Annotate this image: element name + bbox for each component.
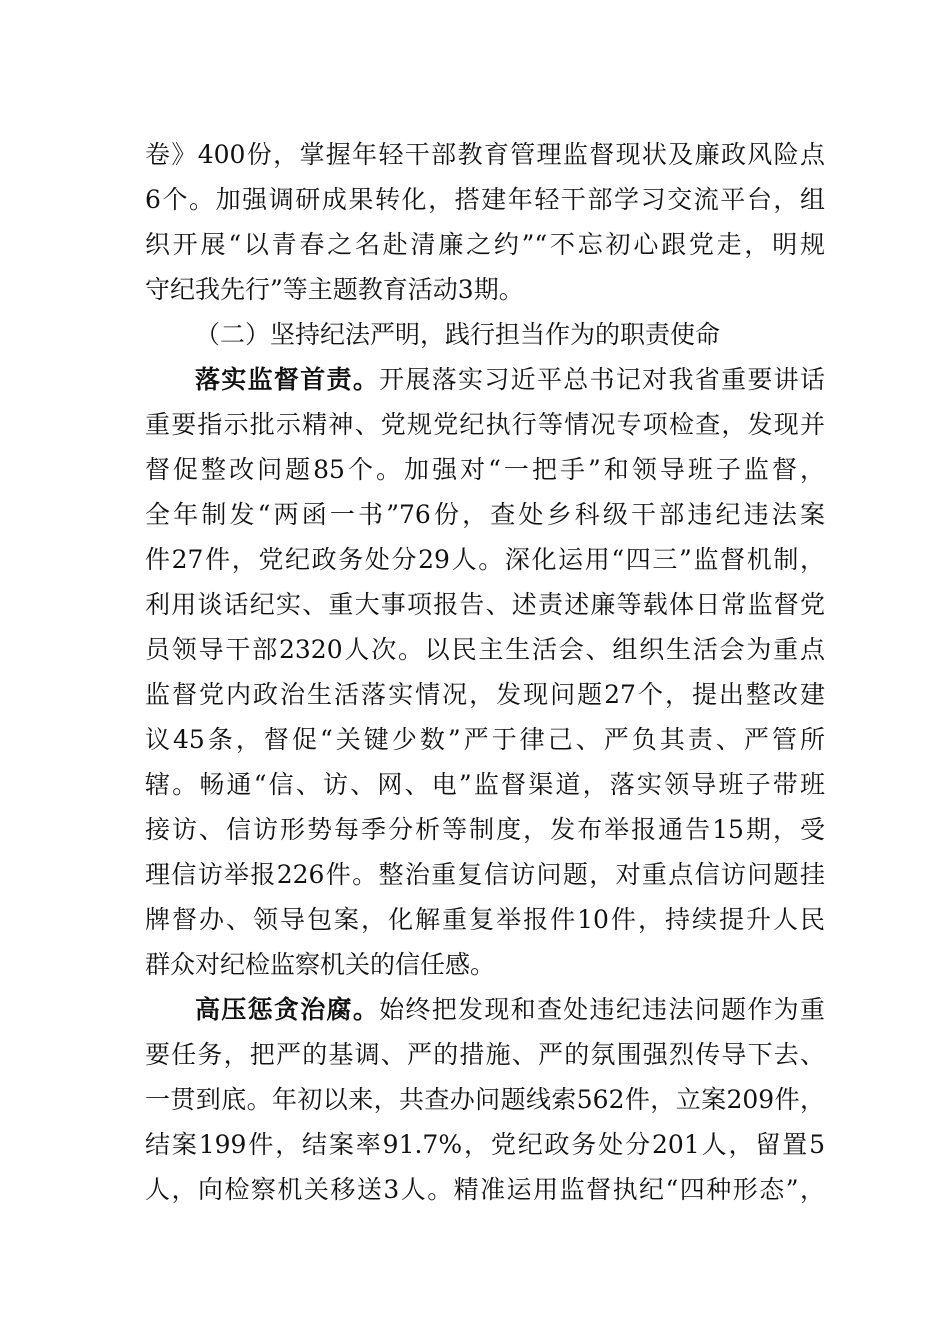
text-line: 利用谈话纪实、重大事项报告、述责述廉等载体日常监督党 xyxy=(145,590,825,619)
paragraph-text: 始终把发现和查处违纪违法问题作为重 xyxy=(379,995,825,1024)
paragraph-text: 开展落实习近平总书记对我省重要讲话 xyxy=(379,365,825,394)
text-line: 督促整改问题85个。加强对“一把手”和领导班子监督， xyxy=(145,455,825,484)
text-line: 牌督办、领导包案，化解重复举报件10件，持续提升人民 xyxy=(145,905,825,934)
text-line: 理信访举报226件。整治重复信访问题，对重点信访问题挂 xyxy=(145,860,825,889)
text-line: 守纪我先行”等主题教育活动3期。 xyxy=(145,275,524,304)
text-line: 辖。畅通“信、访、网、电”监督渠道，落实领导班子带班 xyxy=(145,770,825,799)
text-line: 议45条，督促“关键少数”严于律己、严负其责、严管所 xyxy=(145,725,825,754)
section-heading: （二）坚持纪法严明，践行担当作为的职责使命 xyxy=(195,320,721,349)
text-line: 结案199件，结案率91.7%，党纪政务处分201人，留置5 xyxy=(145,1130,825,1159)
text-line: 监督党内政治生活落实情况，发现问题27个，提出整改建 xyxy=(145,680,825,709)
text-line: 6个。加强调研成果转化，搭建年轻干部学习交流平台，组 xyxy=(145,185,825,214)
paragraph-first-line xyxy=(145,357,825,402)
text-line: 员领导干部2320人次。以民主生活会、组织生活会为重点 xyxy=(145,635,825,664)
text-line: 人，向检察机关移送3人。精准运用监督执纪“四种形态”， xyxy=(145,1175,825,1204)
text-line: 全年制发“两函一书”76份，查处乡科级干部违纪违法案 xyxy=(145,500,825,529)
text-line: 织开展“以青春之名赴清廉之约”“不忘初心跟党走，明规 xyxy=(145,230,825,259)
text-line: 一贯到底。年初以来，共查办问题线索562件，立案209件， xyxy=(145,1085,825,1114)
text-line: 件27件，党纪政务处分29人。深化运用“四三”监督机制， xyxy=(145,545,825,574)
text-line: 重要指示批示精神、党规党纪执行等情况专项检查，发现并 xyxy=(145,410,825,439)
paragraph-lead: 高压惩贪治腐。 xyxy=(195,995,380,1024)
text-line: 卷》400份，掌握年轻干部教育管理监督现状及廉政风险点 xyxy=(145,140,825,169)
text-line: 要任务，把严的基调、严的措施、严的氛围强烈传导下去、 xyxy=(145,1040,825,1069)
text-line: 接访、信访形势每季分析等制度，发布举报通告15期，受 xyxy=(145,815,825,844)
paragraph-first-line xyxy=(145,987,825,1032)
paragraph-lead: 落实监督首责。 xyxy=(195,365,380,394)
text-line: 群众对纪检监察机关的信任感。 xyxy=(145,950,496,979)
